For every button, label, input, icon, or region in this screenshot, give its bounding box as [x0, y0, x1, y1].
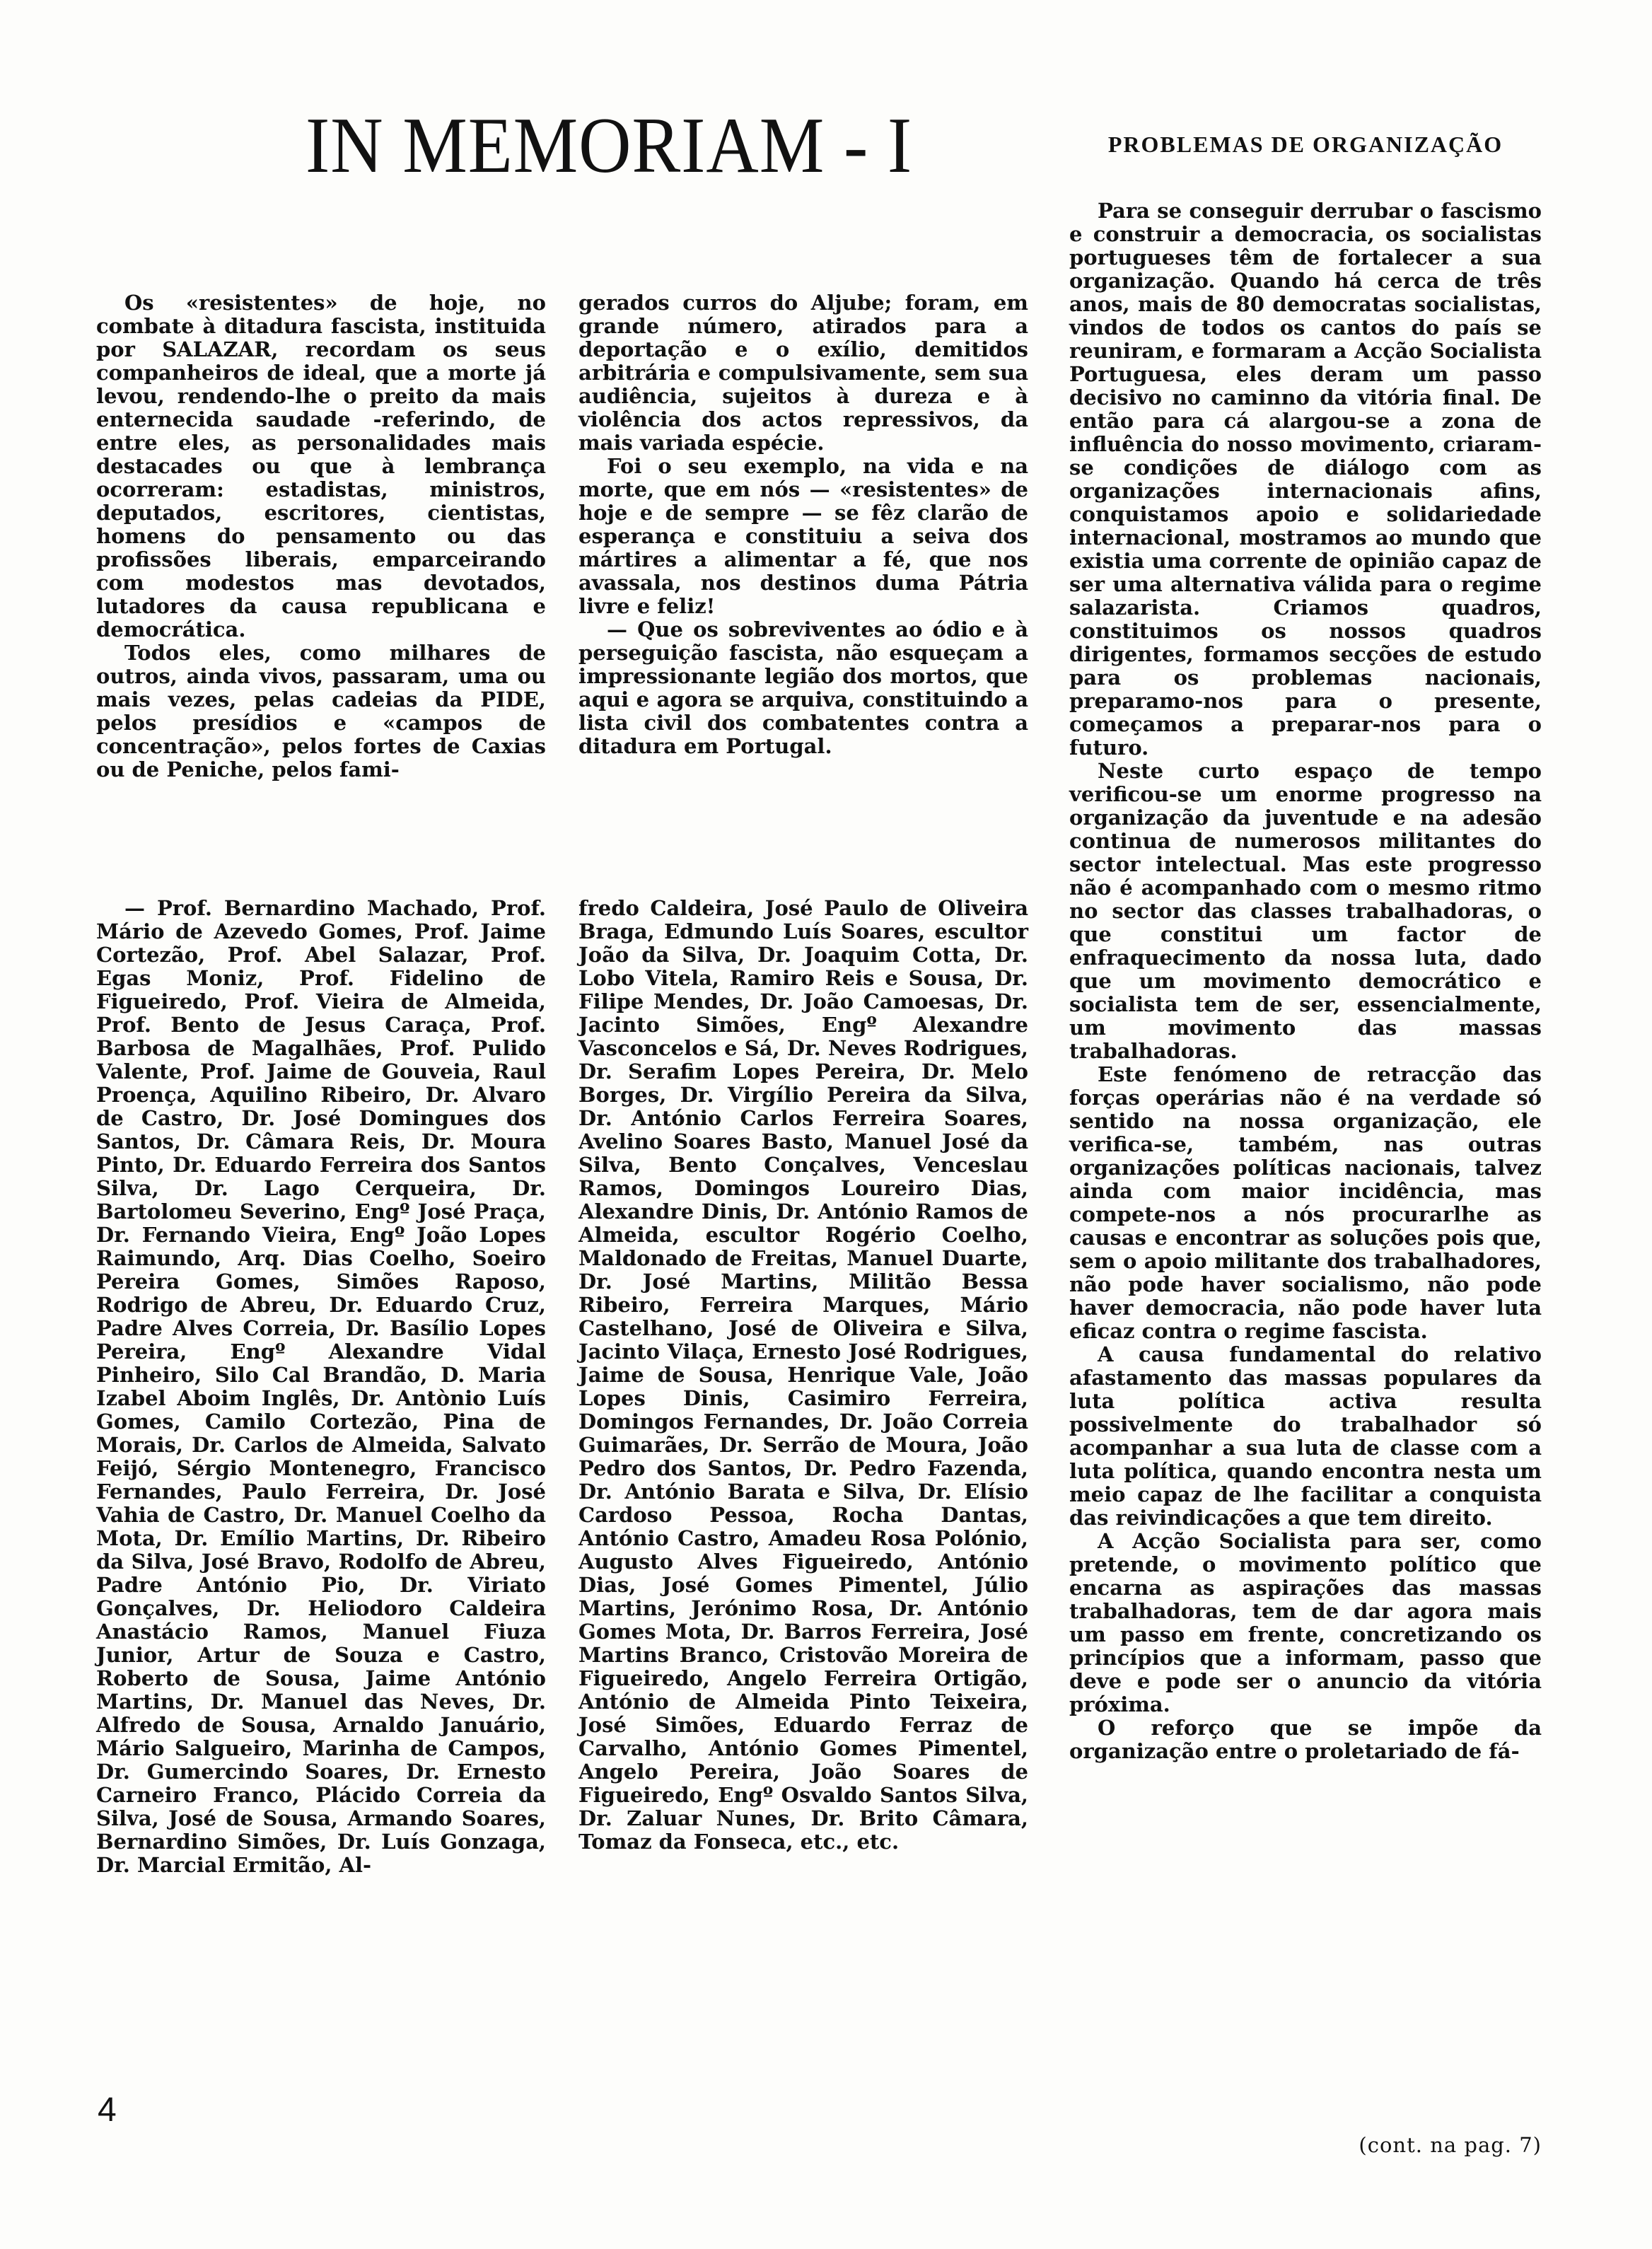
- continuation-note: (cont. na pag. 7): [1359, 2133, 1542, 2157]
- names-column-left: [96, 897, 546, 1877]
- page-number: 4: [98, 2091, 117, 2129]
- article-paragraph: A causa fundamental do relativo afastamento das massas populares da luta política activa resulta possivelmente do trabalhador só acompanhar a sua luta de classe com a luta política, quando encontra nesta um meio capaz de lhe facilitar a conquista das reivindicações a que tem direito.: [1069, 1342, 1542, 1530]
- intro-paragraph: — Que os sobreviventes ao ódio e à perseguição fascista, não esqueçam a impressionante legião dos mortos, que aqui e agora se arquiva, constituindo a lista civil dos combatentes contra a ditadura em Portugal.: [578, 617, 1028, 758]
- intro-column-right: [578, 291, 1028, 758]
- main-title: IN MEMORIAM - I: [306, 102, 913, 190]
- intro-paragraph: Os «resistentes» de hoje, no combate à ditadura fascista, instituida por SALAZAR, recordam os seus companheiros de ideal, que a morte já levou, rendendo-lhe o preito da mais enternecida saudade -referindo, de entre eles, as personalidades mais destacades ou que à lembrança ocorreram: estadistas, ministros, deputados, escritores, cientistas, homens do pensamento ou das profissões liberais, emparceirando com modestos mas devotados, lutadores da causa republicana e democrática.: [96, 291, 546, 641]
- names-list: — Prof. Bernardino Machado, Prof. Mário de Azevedo Gomes, Prof. Jaime Cortezão, Prof. Abel Salazar, Prof. Egas Moniz, Prof. Fidelino de Figueiredo, Prof. Vieira de Almeida, Prof. Bento de Jesus Caraça, Prof. Barbosa de Magalhães, Prof. Pulido Valente, Prof. Jaime de Gouveia, Raul Proença, Aquilino Ribeiro, Dr. Alvaro de Castro, Dr. José Domingues dos Santos, Dr. Câmara Reis, Dr. Moura Pinto, Dr. Eduardo Ferreira dos Santos Silva, Dr. Lago Cerqueira, Dr. Bartolomeu Severino, Engº José Praça, Dr. Fernando Vieira, Engº João Lopes Raimundo, Arq. Dias Coelho, Soeiro Pereira Gomes, Simões Raposo, Rodrigo de Abreu, Dr. Eduardo Cruz, Padre Alves Correia, Dr. Basílio Lopes Pereira, Engº Alexandre Vidal Pinheiro, Silo Cal Brandão, D. Maria Izabel Aboim Inglês, Dr. Antònio Luís Gomes, Camilo Cortezão, Pina de Morais, Dr. Carlos de Almeida, Salvato Feijó, Sérgio Montenegro, Francisco Fernandes, Paulo Ferreira, Dr. José Vahia de Castro, Dr. Manuel Coelho da Mota, Dr. Emílio Martins, Dr. Ribeiro da Silva, José Bravo, Rodolfo de Abreu, Padre António Pio, Dr. Viriato Gonçalves, Dr. Heliodoro Caldeira Anastácio Ramos, Manuel Fiuza Junior, Artur de Souza e Castro, Roberto de Sousa, Jaime António Martins, Dr. Manuel das Neves, Dr. Alfredo de Sousa, Arnaldo Januário, Mário Salgueiro, Marinha de Campos, Dr. Gumercindo Soares, Dr. Ernesto Carneiro Franco, Plácido Correia da Silva, José de Sousa, Armando Soares, Bernardino Simões, Dr. Luís Gonzaga, Dr. Marcial Ermitão, Al-: [96, 896, 546, 1877]
- intro-paragraph: Foi o seu exemplo, na vida e na morte, que em nós — «resistentes» de hoje e de sempre — se fêz clarão de esperança e constituiu a seiva dos mártires a alimentar a fé, que nos avassala, nos destinos duma Pátria livre e feliz!: [578, 454, 1028, 618]
- article-paragraph: O reforço que se impõe da organização entre o proletariado de fá-: [1069, 1716, 1542, 1763]
- names-column-right: [578, 897, 1028, 1854]
- article-paragraph: Para se conseguir derrubar o fascismo e construir a democracia, os socialistas portugueses têm de fortalecer a sua organização. Quando há cerca de três anos, mais de 80 democratas socialistas, vindos de todos os cantos do país se reuniram, e formaram a Acção Socialista Portuguesa, eles deram um passo decisivo no caminno da vitória final. De então para cá alargou-se a zona de influência do nosso movimento, criaram-se condições de diálogo com as organizações internacionais afins, conquistamos apoio e solidariedade internacional, mostramos ao mundo que existia uma corrente de opinião capaz de ser uma alternativa válida para o regime salazarista. Criamos quadros, constituimos os nossos quadros dirigentes, formamos secções de estudo para os problemas nacionais, preparamo-nos para o presente, começamos a preparar-nos para o futuro.: [1069, 199, 1542, 760]
- article-paragraph: A Acção Socialista para ser, como pretende, o movimento político que encarna as aspirações das massas trabalhadoras, tem de dar agora mais um passo em frente, concretizando os princípios que a informam, passo que deve e pode ser o anuncio da vitória próxima.: [1069, 1529, 1542, 1716]
- article-paragraph: Neste curto espaço de tempo verificou-se um enorme progresso na organização da juventude e na adesão continua de numerosos militantes do sector intelectual. Mas este progresso não é acompanhado com o mesmo ritmo no sector das classes trabalhadoras, o que constitui um factor de enfraquecimento da nossa luta, dado que um movimento democrático e socialista tem de ser, essencialmente, um movimento das massas trabalhadoras.: [1069, 759, 1542, 1063]
- names-list: fredo Caldeira, José Paulo de Oliveira Braga, Edmundo Luís Soares, escultor João da Silva, Dr. Joaquim Cotta, Dr. Lobo Vitela, Ramiro Reis e Sousa, Dr. Filipe Mendes, Dr. João Camoesas, Dr. Jacinto Simões, Engº Alexandre Vasconcelos e Sá, Dr. Neves Rodrigues, Dr. Serafim Lopes Pereira, Dr. Melo Borges, Dr. Virgílio Pereira da Silva, Dr. António Carlos Ferreira Soares, Avelino Soares Basto, Manuel José da Silva, Bento Conçalves, Venceslau Ramos, Domingos Loureiro Dias, Alexandre Dinis, Dr. António Ramos de Almeida, escultor Rogério Coelho, Maldonado de Freitas, Manuel Duarte, Dr. José Martins, Militão Bessa Ribeiro, Ferreira Marques, Mário Castelhano, José de Oliveira e Silva, Jacinto Vilaça, Ernesto José Rodrigues, Jaime de Sousa, Henrique Vale, João Lopes Dinis, Casimiro Ferreira, Domingos Fernandes, Dr. João Correia Guimarães, Dr. Serrão de Moura, João Pedro dos Santos, Dr. Pedro Fazenda, Dr. António Barata e Silva, Dr. Elísio Cardoso Pessoa, Rocha Dantas, António Castro, Amadeu Rosa Polónio, Augusto Alves Figueiredo, António Dias, José Gomes Pimentel, Júlio Martins, Jerónimo Rosa, Dr. António Gomes Mota, Dr. Barros Ferreira, José Martins Branco, Cristovão Moreira de Figueiredo, Angelo Ferreira Ortigão, António de Almeida Pinto Teixeira, José Simões, Eduardo Ferraz de Carvalho, António Gomes Pimentel, Angelo Pereira, João Soares de Figueiredo, Engº Osvaldo Santos Silva, Dr. Zaluar Nunes, Dr. Brito Câmara, Tomaz da Fonseca, etc., etc.: [578, 896, 1028, 1854]
- organization-article: [1069, 199, 1542, 1763]
- intro-column-left: [96, 291, 546, 781]
- intro-paragraph: Todos eles, como milhares de outros, ainda vivos, passaram, uma ou mais vezes, pelas cadeias da PIDE, pelos presídios e «campos de concentração», pelos fortes de Caxias ou de Peniche, pelos fami-: [96, 641, 546, 781]
- intro-paragraph: gerados curros do Aljube; foram, em grande número, atirados para a deportação e o exílio, demitidos arbitrária e compulsivamente, sem sua audiência, sujeitos à dureza e à violência dos actos repressivos, da mais variada espécie.: [578, 291, 1028, 455]
- section-title: PROBLEMAS DE ORGANIZAÇÃO: [1107, 132, 1503, 157]
- article-paragraph: Este fenómeno de retracção das forças operárias não é na verdade só sentido na nossa organização, ele verifica-se, também, nas outras organizações políticas nacionais, talvez ainda com maior incidência, mas compete-nos a nós procurarlhe as causas e encontrar as soluções pois que, sem o apoio militante dos trabalhadores, não pode haver socialismo, não pode haver democracia, não pode haver luta eficaz contra o regime fascista.: [1069, 1062, 1542, 1343]
